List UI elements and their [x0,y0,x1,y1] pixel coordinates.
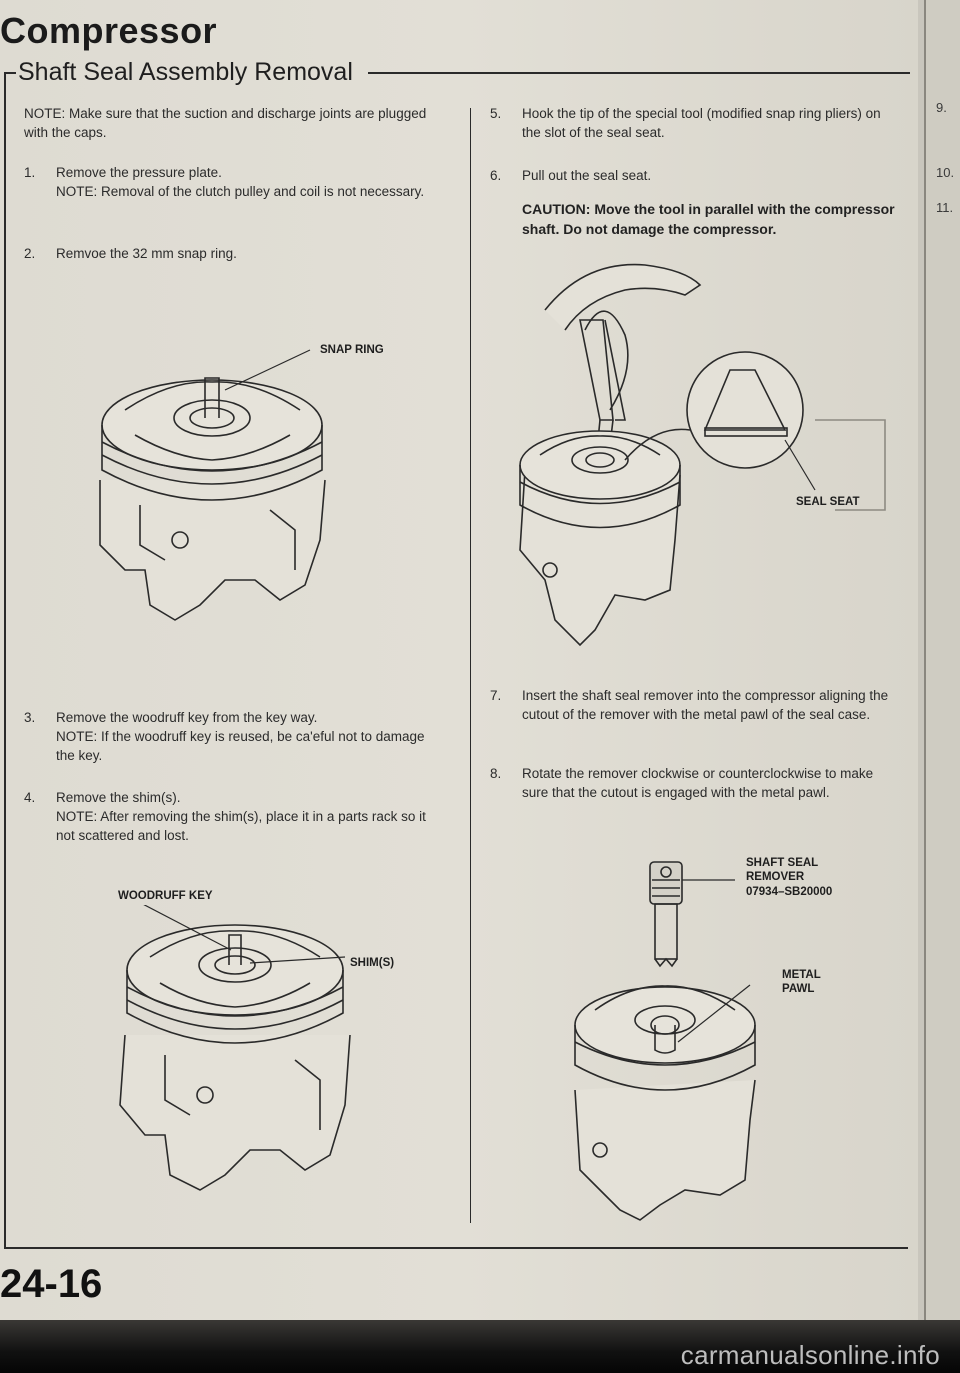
step-note: NOTE: If the woodruff key is reused, be ca'eful not to damage the key. [56,729,425,763]
shaft-seal-remover-illustration [560,850,800,1230]
remover-label-line2: REMOVER [746,871,805,883]
section-title: Shaft Seal Assembly Removal [18,58,353,86]
step-3 [24,708,434,768]
remover-label-line1: SHAFT SEAL [746,857,819,869]
woodruff-key-label: WOODRUFF KEY [118,890,213,902]
step-text: Insert the shaft seal remover into the compressor aligning the cutout of the remover with the metal pawl of the seal case. [522,688,889,722]
step-5 [490,104,900,146]
remover-part-number: 07934–SB20000 [746,886,833,898]
step-number: 3. [24,710,36,725]
step-8 [490,764,900,824]
caution-note: CAUTION: Move the tool in parallel with the compressor shaft. Do not damage the compressor. [522,201,895,237]
compressor-woodruff-key-illustration [105,905,425,1205]
watermark: carmanualsonline.info [680,1340,940,1370]
page-title: Compressor [0,10,218,51]
step-number: 7. [490,688,502,703]
metal-pawl-label-line2: PAWL [782,983,815,995]
step-text: Rotate the remover clockwise or counterclockwise to make sure that the cutout is engaged with the metal pawl. [522,766,874,800]
bottom-frame-rule [4,1247,908,1249]
step-text: Hook the tip of the special tool (modified snap ring pliers) on the slot of the seal seat. [522,106,881,140]
step-1 [24,163,434,223]
step-note: NOTE: Removal of the clutch pulley and coil is not necessary. [56,184,425,199]
step-text: Pull out the seal seat. [522,168,652,183]
metal-pawl-label-line1: METAL [782,969,821,981]
left-frame-rule [4,72,6,1248]
step-note: NOTE: After removing the shim(s), place it in a parts rack so it not scattered and lost. [56,809,426,843]
left-frame-tick [4,72,16,74]
seal-seat-removal-illustration [485,250,895,660]
seal-seat-label: SEAL SEAT [796,496,860,508]
adjacent-step-11: 11. [936,200,954,215]
step-7 [490,686,900,746]
intro-note: NOTE: Make sure that the suction and discharge joints are plugged with the caps. [24,106,427,140]
snap-ring-label: SNAP RING [320,344,384,356]
step-number: 4. [24,790,36,805]
header-rule [368,72,910,74]
step-text: Remvoe the 32 mm snap ring. [56,246,237,261]
step-2 [24,244,434,264]
adjacent-page-edge [924,0,960,1373]
step-text: Remove the shim(s). [56,790,181,805]
step-text: Remove the pressure plate. [56,165,222,180]
step-number: 6. [490,168,502,183]
page-number: 24-16 [0,1262,103,1306]
step-number: 2. [24,246,36,261]
step-number: 5. [490,106,502,121]
adjacent-step-9: 9. [936,100,947,115]
step-6 [490,166,900,186]
adjacent-step-10: 10. [936,165,955,180]
step-text: Remove the woodruff key from the key way. [56,710,318,725]
column-divider [470,108,471,1223]
step-4 [24,788,434,848]
shims-label: SHIM(S) [350,957,395,969]
step-number: 8. [490,766,502,781]
compressor-snap-ring-illustration [80,330,420,630]
step-number: 1. [24,165,36,180]
